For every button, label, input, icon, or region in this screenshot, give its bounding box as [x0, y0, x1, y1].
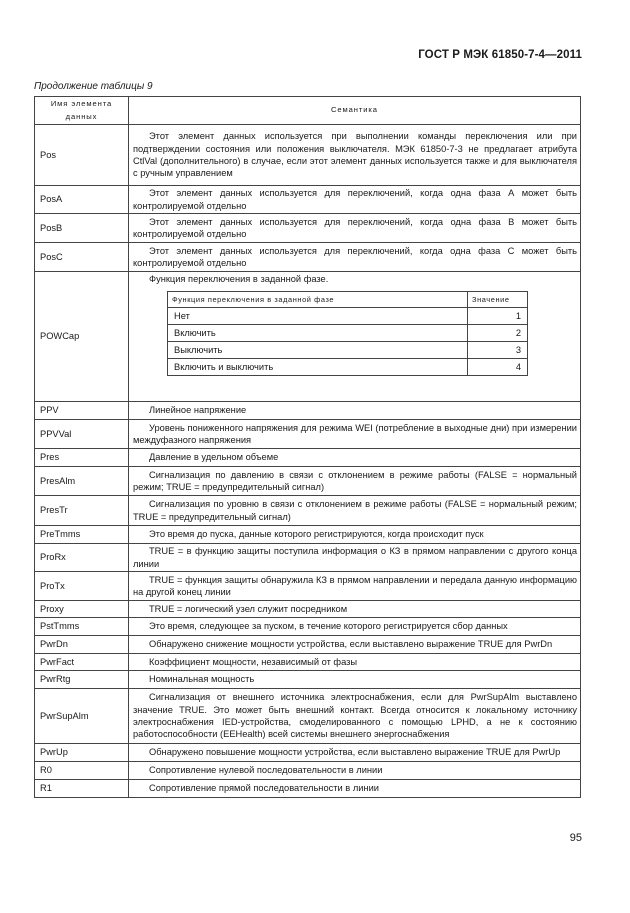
row-name: PwrSupAlm [35, 689, 129, 744]
row-name: PwrUp [35, 744, 129, 762]
row-semantics: Обнаружено повышение мощности устройства, если выставлено выражение TRUE для PwrUp [129, 744, 581, 762]
table-row [35, 544, 581, 572]
row-semantics: Сигнализация от внешнего источника электроснабжения, если для PwrSupAlm выставлено значение TRUE. Это может быть внешний контакт. Всегда относится к локальному источнику электроснабжения IED-устройства, смоделированного с помощью LPHD, а не к состоянию работоспособности (EEHealth) всей системы внешнего энергоснабжения [129, 689, 581, 744]
powcap-value: 4 [468, 359, 528, 376]
powcap-row [168, 325, 528, 342]
row-name: PwrRtg [35, 671, 129, 689]
table-row [35, 744, 581, 762]
table-row [35, 467, 581, 496]
powcap-column-function: Функция переключения в заданной фазе [168, 292, 468, 308]
table-row [35, 402, 581, 420]
table-row [35, 780, 581, 798]
row-name: PPV [35, 402, 129, 420]
powcap-column-value: Значение [468, 292, 528, 308]
row-name: PresAlm [35, 467, 129, 496]
row-semantics: Сопротивление прямой последовательности в линии [129, 780, 581, 798]
powcap-values-table [167, 291, 528, 376]
powcap-label: Включить [168, 325, 468, 342]
table-row [35, 243, 581, 272]
table-row [35, 572, 581, 601]
row-semantics: Линейное напряжение [129, 402, 581, 420]
document-standard-header: ГОСТ Р МЭК 61850-7-4—2011 [418, 49, 582, 61]
row-name: PosB [35, 214, 129, 243]
table-row [35, 689, 581, 744]
table-row [35, 186, 581, 214]
row-semantics: TRUE = функция защиты обнаружила КЗ в прямом направлении и передала данную информацию на другой конец линии [129, 572, 581, 601]
row-name: POWCap [35, 272, 129, 402]
table-caption: Продолжение таблицы 9 [34, 81, 153, 92]
row-semantics: TRUE = логический узел служит посредником [129, 601, 581, 618]
row-semantics: Коэффициент мощности, независимый от фазы [129, 654, 581, 671]
row-semantics: Номинальная мощность [129, 671, 581, 689]
row-name: PwrFact [35, 654, 129, 671]
table-header-row [35, 97, 581, 125]
table-row [35, 272, 581, 402]
table-row [35, 618, 581, 636]
powcap-value: 1 [468, 308, 528, 325]
table-row [35, 654, 581, 671]
row-semantics: Этот элемент данных используется для переключений, когда одна фаза А может быть контролируемой отдельно [129, 186, 581, 214]
row-name: ProTx [35, 572, 129, 601]
row-semantics: Давление в удельном объеме [129, 449, 581, 467]
row-semantics: Это время до пуска, данные которого регистрируются, когда происходит пуск [129, 526, 581, 544]
row-name: ProRx [35, 544, 129, 572]
row-semantics: TRUE = в функцию защиты поступила информация о КЗ в прямом направлении с другого конца линии [129, 544, 581, 572]
table-row [35, 601, 581, 618]
row-semantics: Этот элемент данных используется для переключений, когда одна фаза В может быть контролируемой отдельно [129, 214, 581, 243]
row-semantics: Сопротивление нулевой последовательности в линии [129, 762, 581, 780]
powcap-row [168, 308, 528, 325]
row-semantics: Этот элемент данных используется для переключений, когда одна фаза С может быть контролируемой отдельно [129, 243, 581, 272]
row-semantics: Сигнализация по давлению в связи с отклонением в режиме работы (FALSE = нормальный режим; TRUE = предупредительный сигнал) [129, 467, 581, 496]
row-semantics: Сигнализация по уровню в связи с отклонением в режиме работы (FALSE = нормальный режим; TRUE = предупредительный сигнал) [129, 496, 581, 526]
row-name: PosA [35, 186, 129, 214]
powcap-intro: Функция переключения в заданной фазе. [149, 274, 329, 284]
data-element-table [34, 96, 581, 798]
row-semantics: Обнаружено снижение мощности устройства, если выставлено выражение TRUE для PwrDn [129, 636, 581, 654]
column-header-semantics: Семантика [129, 97, 581, 125]
table-row [35, 636, 581, 654]
row-semantics [129, 272, 581, 402]
table-row [35, 420, 581, 449]
powcap-label: Выключить [168, 342, 468, 359]
table-row [35, 496, 581, 526]
row-name: R0 [35, 762, 129, 780]
row-name: PstTmms [35, 618, 129, 636]
row-semantics: Это время, следующее за пуском, в течение которого регистрируется сбор данных [129, 618, 581, 636]
powcap-row [168, 359, 528, 376]
row-name: PosC [35, 243, 129, 272]
table-row [35, 526, 581, 544]
row-name: Proxy [35, 601, 129, 618]
powcap-value: 3 [468, 342, 528, 359]
row-semantics: Этот элемент данных используется при выполнении команды переключения или при подтверждении состояния или положения выключателя. МЭК 61850-7-3 не предлагает атрибута CtlVal (дополнительного) в случае, если этот элемент данных используется также и для выключателя с ручным управлением [129, 125, 581, 186]
powcap-value: 2 [468, 325, 528, 342]
table-row [35, 671, 581, 689]
row-semantics: Уровень пониженного напряжения для режима WEI (потребление в выходные дни) при измерении междуфазного напряжения [129, 420, 581, 449]
column-header-name: Имя элемента данных [35, 97, 129, 125]
table-row [35, 125, 581, 186]
row-name: PreTmms [35, 526, 129, 544]
row-name: Pos [35, 125, 129, 186]
powcap-row [168, 342, 528, 359]
powcap-label: Нет [168, 308, 468, 325]
table-row [35, 214, 581, 243]
row-name: Pres [35, 449, 129, 467]
table-row [35, 449, 581, 467]
powcap-label: Включить и выключить [168, 359, 468, 376]
powcap-header-row [168, 292, 528, 308]
row-name: PPVVal [35, 420, 129, 449]
row-name: PwrDn [35, 636, 129, 654]
row-name: R1 [35, 780, 129, 798]
table-row [35, 762, 581, 780]
page-number: 95 [569, 832, 582, 844]
row-name: PresTr [35, 496, 129, 526]
